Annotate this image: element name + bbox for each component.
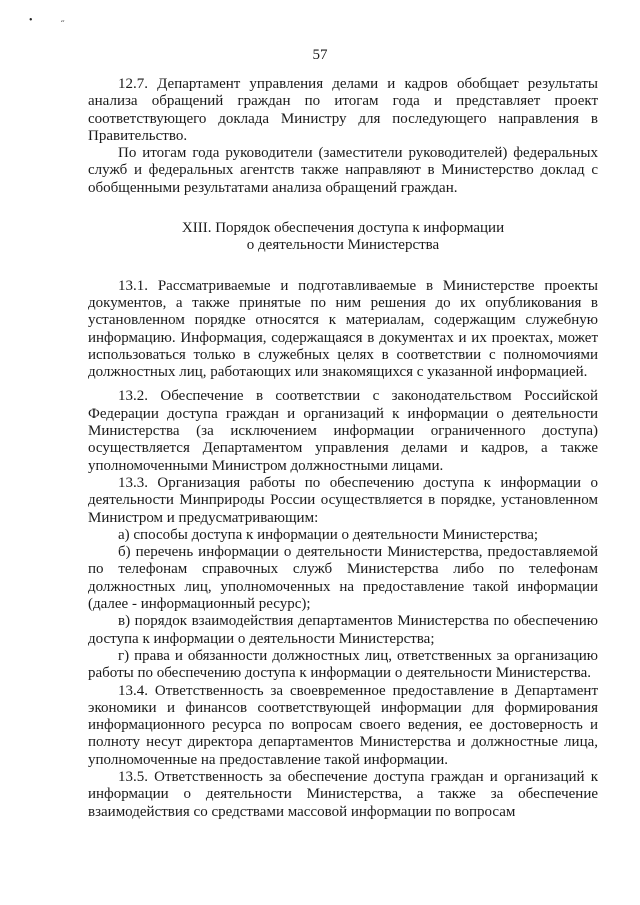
paragraph-13-4: 13.4. Ответственность за своевременное предоставление в Департамент экономики и финансов соответствующей информации для формирования информационного ресурса по вопросам своего ведения, ее достоверность и полноту несут директора департаментов Министерства и должностные лица, уполномоченные на предоставление такой информации. xyxy=(88,682,598,768)
paragraph-12-7: 12.7. Департамент управления делами и кадров обобщает результаты анализа обращений граждан по итогам года и представляет проект соответствующего доклада Министру для последующего направления в Правительство. xyxy=(88,76,598,144)
paragraph-13-5: 13.5. Ответственность за обеспечение доступа граждан и организаций к информации о деятельности Министерства, а также за обеспечение взаимодействия со средствами массовой информации по вопросам xyxy=(88,768,598,820)
page-number: 57 xyxy=(312,47,328,63)
list-item-b: б) перечень информации о деятельности Министерства, предоставляемой по телефонам справочных служб Министерства либо по телефонам должностных лиц, уполномоченных на предоставление такой информации (далее - информационный ресурс); xyxy=(88,544,598,613)
section-title-line-2: о деятельности Министерства xyxy=(246,237,440,254)
section-heading xyxy=(88,220,598,255)
list-item-v: в) порядок взаимодействия департаментов Министерства по обеспечению доступа к информации о деятельности Министерства; xyxy=(88,613,598,647)
scan-mark: • xyxy=(29,15,33,26)
paragraph-13-2: 13.2. Обеспечение в соответствии с законодательством Российской Федерации доступа граждан и организаций к информации о деятельности Министерства (за исключением информации ограниченного доступа) осуществляется Департаментом управления делами и кадров, а также уполномоченными Министром должностными лицами. xyxy=(88,388,598,474)
paragraph-summary-reports: По итогам года руководители (заместители руководителей) федеральных служб и федеральных агентств также направляют в Министерство доклад с обобщенными результатами анализа обращений граждан. xyxy=(88,145,598,196)
list-item-g: г) права и обязанности должностных лиц, ответственных за организацию работы по обеспечению доступа к информации о деятельности Министерства. xyxy=(88,647,598,682)
scan-mark: ˶ xyxy=(61,15,65,26)
list-item-a: а) способы доступа к информации о деятельности Министерства; xyxy=(118,526,539,543)
paragraph-13-1: 13.1. Рассматриваемые и подготавливаемые в Министерстве проекты документов, а также принятые по ним решения до их опубликования в установленном порядке относятся к материалам, содержащим служебную информацию. Информация, содержащаяся в документах и их проектах, может использоваться только в служебных целях в соответствии с полномочиями должностных лиц, работающих или знакомящихся с указанной информацией. xyxy=(88,277,598,381)
paragraph-13-3: 13.3. Организация работы по обеспечению доступа к информации о деятельности Минприроды России осуществляется в порядке, установленном Министром и предусматривающим: xyxy=(88,474,598,526)
section-title-line-1: XIII. Порядок обеспечения доступа к информации xyxy=(181,220,505,237)
document-body xyxy=(88,76,598,821)
